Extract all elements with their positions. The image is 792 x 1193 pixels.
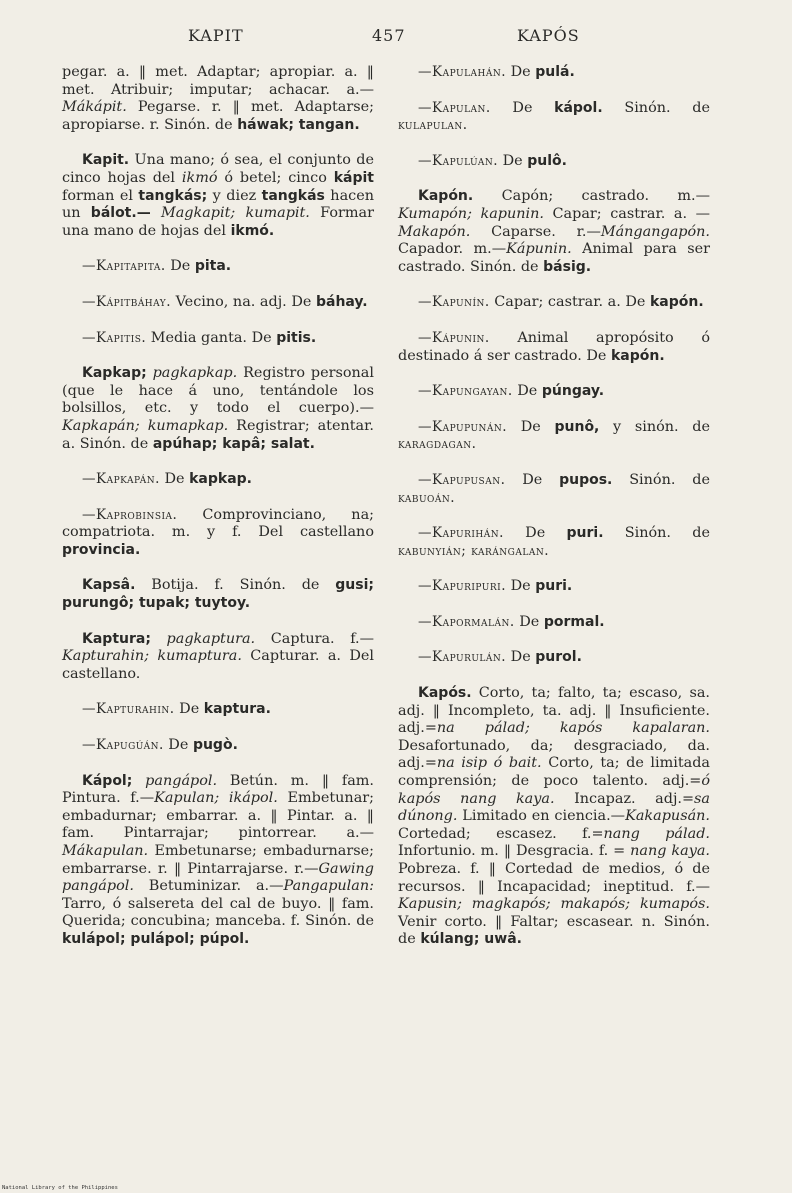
entry-kapturahin: —Kapturahin. De kaptura. (82, 701, 271, 718)
entry-kapunin-animal: —Kápunin. Animal apropósito ó destinado á ser castrado. De kapón. (398, 329, 710, 364)
entry-kapungayan: —Kapungayan. De púngay. (418, 383, 605, 400)
entry-kapitapita: —Kapitapita. De pita. (82, 258, 232, 275)
entry-kapuripuri: —Kapuripuri. De puri. (418, 578, 573, 595)
entry-continuation: pegar. a. ‖ met. Adaptar; apropiar. a. ‖ met. Atribuir; imputar; achacar. a.—Mákápit. Pegarse. r. ‖ met. Adaptarse; apropiarse. r. Sinón. de háwak; tangan. (62, 64, 374, 133)
entry-kapos: Kapós. Corto, ta; falto, ta; escaso, sa. adj. ‖ Incompleto, ta. adj. ‖ Insuficiente. adj.=na pálad; kapós kapalaran. Desafortunado, da; desgraciado, da. adj.=na isip ó bait. Corto, ta; de limitada comprensión; de poco talento. adj.=ó kapós nang kaya. Incapaz. adj.=sa dúnong. Limitado en ciencia.—Kakapusán. Cortedad; escasez. f.=nang pálad. Infortunio. m. ‖ Desgracia. f. = nang kaya. Pobreza. f. ‖ Cortedad de medios, ó de recursos. ‖ Incapacidad; ineptitud. f.—Kapusin; magkapós; makapós; kumapós. Venir corto. ‖ Faltar; escasear. n. Sinón. de kúlang; uwâ. (398, 685, 711, 948)
entry-kaprobinsia: —Kaprobinsia. Comprovinciano, na; compatriota. m. y f. Del castellano provincia. (62, 506, 374, 558)
entry-kapit: Kapit. Una mano; ó sea, el conjunto de cinco hojas del ikmó ó betel; cinco kápit forman el tangkás; y diez tangkás hacen un bálot.— Magkapit; kumapit. Formar una mano de hojas del ikmó. (62, 152, 374, 239)
running-head-right: KAPÓS (517, 26, 580, 45)
entry-kapol: Kápol; pangápol. Betún. m. ‖ fam. Pintura. f.—Kapulan; ikápol. Embetunar; embadurnar; embarrar. a. ‖ Pintar. a. ‖ fam. Pintarrajar; pintorrear. a.—Mákapulan. Embetunarse; embadurnarse; embarrarse. r. ‖ Pintarrajarse. r.—Gawing pangápol. Betuminizar. a.—Pangapulan: Tarro, ó salsereta del cal de buyo. ‖ fam. Querida; concubina; manceba. f. Sinón. de kulápol; pulápol; púpol. (62, 772, 374, 947)
entry-kapurihan: —Kapurihán. De puri. Sinón. de kabunyián; karángalan. (398, 525, 710, 559)
entry-kapon: Kapón. Capón; castrado. m.—Kumapón; kapunin. Capar; castrar. a. —Makapón. Caparse. r.—Mángangapón. Capador. m.—Kápunin. Animal para ser castrado. Sinón. de básig. (398, 188, 710, 275)
page-header (0, 26, 792, 50)
entry-kapkap: Kapkap; pagkapkap. Registro personal (que le hace á uno, tentándole los bolsillos, etc. y todo el cuerpo).—Kapkapán; kumapkap. Registrar; atentar. a. Sinón. de apúhap; kapâ; salat. (62, 365, 374, 452)
entry-kapupunan: —Kapupunán. De punô, y sinón. de karagdagan. (398, 418, 711, 453)
entry-kapitbahay: —Kápitbáhay. Vecino, na. adj. De báhay. (82, 293, 368, 310)
entry-kapurulan: —Kapurulán. De purol. (418, 649, 582, 666)
entry-kapsa: Kapsâ. Botija. f. Sinón. de gusi; purungô; tupak; tuytoy. (62, 577, 374, 612)
right-column (398, 64, 710, 967)
left-column (62, 64, 374, 967)
entry-kaptura: Kaptura; pagkaptura. Captura. f.—Kapturahin; kumaptura. Capturar. a. Del castellano. (62, 630, 375, 682)
entry-kapormalan: —Kapormalán. De pormal. (418, 613, 605, 630)
entry-kapuluan: —Kapulúan. De pulô. (418, 152, 567, 169)
page-number: 457 (372, 26, 406, 45)
entry-kapuguan: —Kapugúán. De pugò. (82, 737, 238, 754)
entry-kapulahan: —Kapulahán. De pulá. (418, 64, 575, 80)
entry-kapkapan: —Kapkapán. De kapkap. (82, 471, 252, 488)
running-head-left: KAPIT (188, 26, 244, 45)
entry-kapitis: —Kapitis. Media ganta. De pitis. (82, 329, 317, 346)
entry-kapupusan: —Kapupusan. De pupos. Sinón. de kabuoán. (398, 471, 710, 506)
entry-kapulan: —Kapulan. De kápol. Sinón. de kulapulan. (398, 99, 710, 134)
library-credit: National Library of the Philippines (2, 1185, 118, 1191)
entry-kapunin: —Kapunín. Capar; castrar. a. De kapón. (418, 294, 704, 311)
